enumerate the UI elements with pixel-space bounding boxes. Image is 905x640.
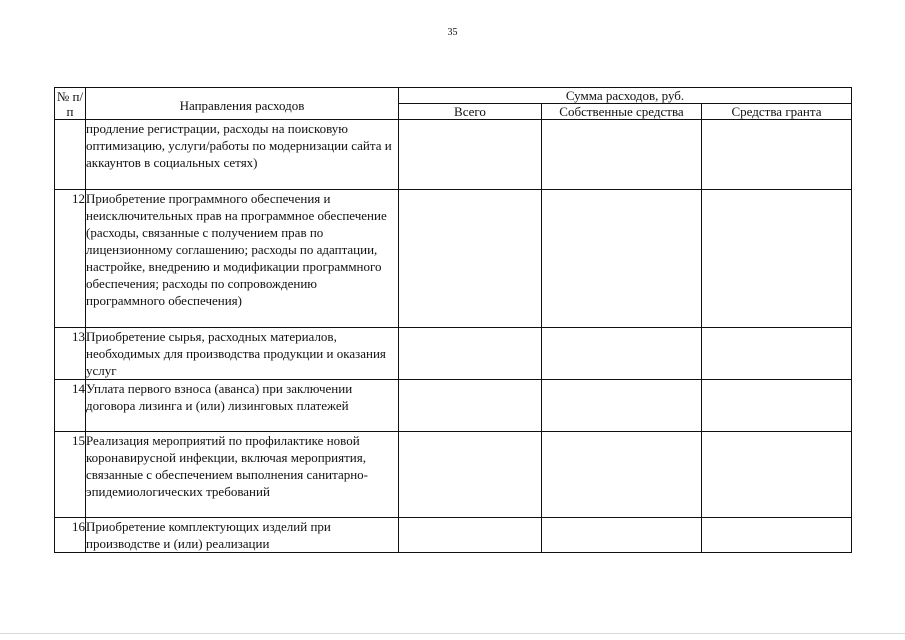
row-number: 15	[55, 432, 86, 518]
header-direction: Направления расходов	[86, 88, 399, 120]
row-own-funds	[542, 120, 702, 190]
row-own-funds	[542, 328, 702, 380]
table-row	[55, 518, 852, 553]
row-total	[399, 328, 542, 380]
row-direction: Приобретение программного обеспечения и неисключительных прав на программное обеспечение (расходы, связанные с получением прав по лицензионному соглашению; расходы по адаптации, настройке, внедрению и модификации программного обеспечения; расходы по сопровождению программного обеспечения)	[86, 190, 399, 328]
table-row	[55, 328, 852, 380]
scan-edge-line	[0, 633, 905, 634]
row-total	[399, 518, 542, 553]
header-grant-funds: Средства гранта	[702, 104, 852, 120]
row-direction: Реализация мероприятий по профилактике новой коронавирусной инфекции, включая мероприятия, связанные с обеспечением выполнения санитарно-эпидемиологических требований	[86, 432, 399, 518]
row-grant-funds	[702, 380, 852, 432]
row-total	[399, 120, 542, 190]
row-total	[399, 380, 542, 432]
row-number: 12	[55, 190, 86, 328]
row-total	[399, 190, 542, 328]
row-grant-funds	[702, 190, 852, 328]
row-number: 16	[55, 518, 86, 553]
row-direction: Уплата первого взноса (аванса) при заключении договора лизинга и (или) лизинговых платежей	[86, 380, 399, 432]
row-direction: Приобретение сырья, расходных материалов, необходимых для производства продукции и оказания услуг	[86, 328, 399, 380]
row-number: 14	[55, 380, 86, 432]
row-own-funds	[542, 190, 702, 328]
table-row	[55, 120, 852, 190]
page-number: 35	[447, 27, 458, 38]
header-number: № п/п	[55, 88, 86, 120]
row-grant-funds	[702, 120, 852, 190]
row-own-funds	[542, 432, 702, 518]
row-grant-funds	[702, 518, 852, 553]
row-number: 13	[55, 328, 86, 380]
row-grant-funds	[702, 432, 852, 518]
row-total	[399, 432, 542, 518]
table-row	[55, 432, 852, 518]
row-direction: продление регистрации, расходы на поисковую оптимизацию, услуги/работы по модернизации сайта и аккаунтов в социальных сетях)	[86, 120, 399, 190]
header-total: Всего	[399, 104, 542, 120]
row-own-funds	[542, 518, 702, 553]
header-own-funds: Собственные средства	[542, 104, 702, 120]
row-direction: Приобретение комплектующих изделий при производстве и (или) реализации	[86, 518, 399, 553]
row-own-funds	[542, 380, 702, 432]
expenses-table	[54, 87, 852, 553]
row-number	[55, 120, 86, 190]
table-row	[55, 190, 852, 328]
table-row	[55, 380, 852, 432]
row-grant-funds	[702, 328, 852, 380]
header-sum-group: Сумма расходов, руб.	[399, 88, 852, 104]
